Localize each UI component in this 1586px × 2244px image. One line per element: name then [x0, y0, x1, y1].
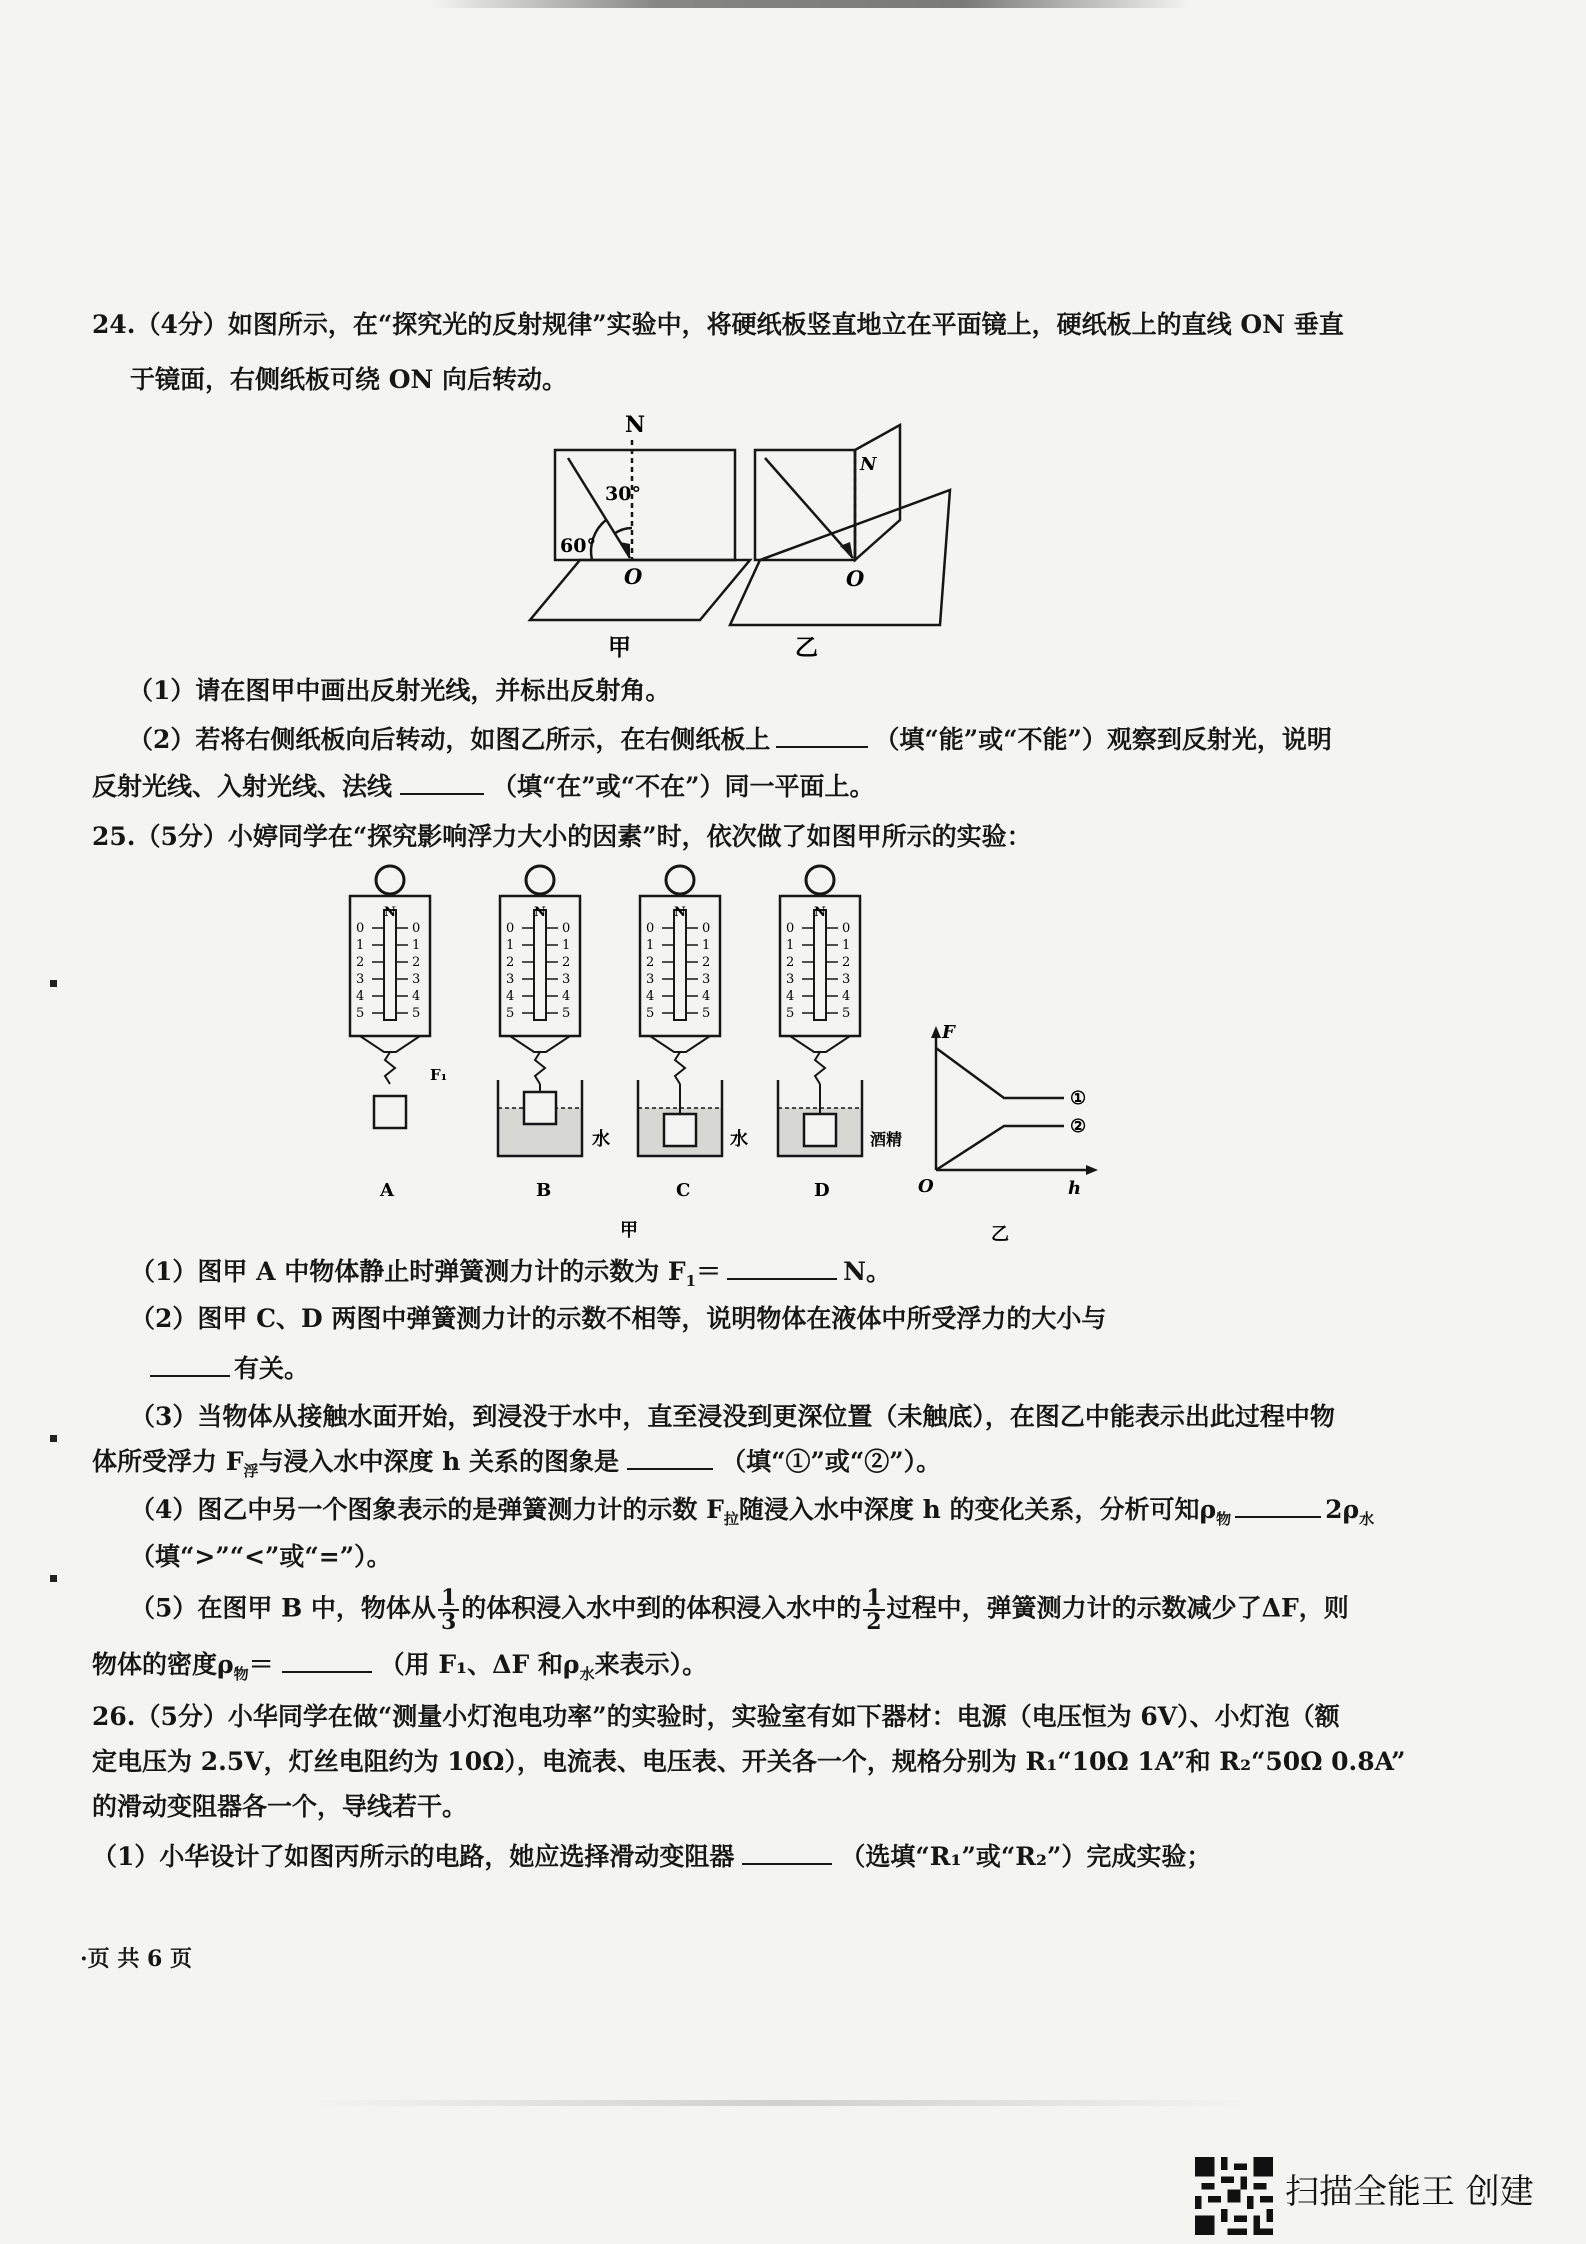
scale-mark-right: 2	[412, 955, 421, 970]
beaker-label-B: B	[536, 1180, 552, 1201]
label-F1: F₁	[430, 1066, 448, 1084]
spring-scale-ring	[806, 866, 834, 894]
fraction-one-third: $\frac{1}{3}$	[438, 1587, 459, 1633]
scale-mark-left: 0	[786, 921, 795, 936]
scale-mark-right: 1	[562, 938, 571, 953]
board-yi-right	[855, 425, 900, 560]
caption-yi-25: 乙	[991, 1224, 1009, 1245]
scale-mark-right: 2	[562, 955, 571, 970]
qr-code-icon	[1195, 2157, 1273, 2235]
q26-sub1: （1）小华设计了如图丙所示的电路，她应选择滑动变阻器 （选填“R₁”或“R₂”）完成实验；	[92, 1842, 1212, 1871]
q25-sub4-line2: （填“>”“<”或“=”）。	[130, 1542, 392, 1571]
blank-q25-4[interactable]	[1235, 1494, 1321, 1518]
mirror-yi	[730, 490, 950, 625]
q24-line1: 24.（4分）如图所示，在“探究光的反射规律”实验中，将硬纸板竖直地立在平面镜上，硬纸板上的直线 ON 垂直	[92, 310, 1344, 339]
scale-mark-right: 4	[702, 989, 711, 1004]
label-alcohol: 酒精	[870, 1130, 903, 1149]
blank-q25-2[interactable]	[150, 1353, 230, 1377]
q26-line3: 的滑动变阻器各一个，导线若干。	[92, 1792, 468, 1821]
scale-unit-N: N	[814, 905, 826, 920]
scale-mark-right: 3	[702, 972, 711, 987]
graph-label-O: O	[918, 1176, 934, 1197]
graph-label-F: F	[942, 1022, 955, 1043]
q24-sub2-line1: （2）若将右侧纸板向后转动，如图乙所示，在右侧纸板上 （填“能”或“不能”）观察到反射光，说明	[128, 725, 1332, 754]
graph-label-1: ①	[1070, 1088, 1087, 1109]
caption-yi: 乙	[795, 634, 818, 661]
scale-mark-right: 2	[842, 955, 851, 970]
scale-mark-right: 5	[842, 1006, 851, 1021]
blank-q24-2a[interactable]	[776, 724, 868, 748]
beaker-label-A: A	[380, 1180, 394, 1201]
scale-hook	[815, 1052, 825, 1084]
scale-mark-right: 4	[842, 989, 851, 1004]
q25-sub5-line1: （5）在图甲 B 中，物体从 $\frac{1}{3}$ 的体积浸入水中到的体积浸入水中的 $\frac{1}{2}$ 过程中，弹簧测力计的示数减少了ΔF，则	[130, 1585, 1349, 1635]
q24-figure	[520, 410, 960, 670]
scale-mark-right: 0	[842, 921, 851, 936]
graph-label-h: h	[1068, 1178, 1082, 1199]
scale-hook-base	[650, 1036, 710, 1052]
q25-sub3-line2: 体所受浮力 $F_浮$与浸入水中深度 h 关系的图象是 （填“①”或“②”）。	[92, 1447, 942, 1480]
scan-smudge-top	[430, 0, 1190, 8]
q25-sub4-line1: （4）图乙中另一个图象表示的是弹簧测力计的示数 $F_拉$随浸入水中深度 h 的变化关系，分析可知$\rho_物$ $2\rho_水$	[130, 1495, 1375, 1528]
q25-sub1: （1）图甲 A 中物体静止时弹簧测力计的示数为 $F_1= N$。	[130, 1257, 891, 1290]
q26-line1: 26.（5分）小华同学在做“测量小灯泡电功率”的实验时，实验室有如下器材：电源（电压恒为 6V）、小灯泡（额	[92, 1702, 1340, 1731]
scale-mark-left: 3	[646, 972, 655, 987]
scale-mark-right: 4	[562, 989, 571, 1004]
scale-mark-left: 4	[356, 989, 365, 1004]
scale-mark-right: 1	[702, 938, 711, 953]
scale-mark-left: 2	[506, 955, 515, 970]
spring-scale-ring	[376, 866, 404, 894]
page-footer: ·页 共 6 页	[80, 1946, 192, 1972]
label-O-jia: O	[624, 564, 643, 589]
graph-curve-2	[936, 1126, 1064, 1170]
q25-figure	[330, 860, 1110, 1250]
object-block	[524, 1092, 556, 1124]
scale-mark-right: 0	[562, 921, 571, 936]
blank-q24-2b[interactable]	[400, 771, 484, 795]
scale-hook	[535, 1052, 545, 1084]
scale-unit-N: N	[674, 905, 686, 920]
graph-curve-1	[936, 1048, 1064, 1098]
scale-mark-left: 5	[506, 1006, 515, 1021]
scale-mark-right: 5	[412, 1006, 421, 1021]
scale-hook	[675, 1052, 685, 1084]
caption-jia-25: 甲	[620, 1220, 638, 1241]
scale-mark-left: 1	[646, 938, 655, 953]
scale-mark-right: 2	[702, 955, 711, 970]
q24-line2: 于镜面，右侧纸板可绕 ON 向后转动。	[130, 365, 568, 394]
scale-mark-right: 3	[562, 972, 571, 987]
scale-mark-left: 1	[786, 938, 795, 953]
graph-h-arrow	[1086, 1165, 1098, 1175]
scale-hook-base	[360, 1036, 420, 1052]
scale-mark-left: 3	[356, 972, 365, 987]
scan-dot	[50, 980, 57, 987]
scan-dot	[50, 1575, 57, 1582]
scale-mark-left: 1	[506, 938, 515, 953]
scale-unit-N: N	[384, 905, 396, 920]
blank-q26-1[interactable]	[742, 1841, 832, 1865]
label-30deg: 30°	[605, 483, 641, 505]
q25-sub5-line2: 物体的密度$\rho_物=$ （用 F₁、ΔF 和$\rho_水$来表示）。	[92, 1650, 708, 1683]
q26-line2: 定电压为 2.5V，灯丝电阻约为 10Ω），电流表、电压表、开关各一个，规格分别为 R₁“10Ω 1A”和 R₂“50Ω 0.8A”	[92, 1747, 1406, 1776]
label-water-B: 水	[592, 1129, 610, 1150]
caption-jia: 甲	[608, 634, 631, 661]
label-N-yi: N	[860, 454, 877, 475]
scale-hook-base	[510, 1036, 570, 1052]
scale-unit-N: N	[534, 905, 546, 920]
object-block	[804, 1114, 836, 1146]
scan-dot	[50, 1435, 57, 1442]
camscanner-watermark: 扫描全能王 创建	[1285, 2172, 1534, 2212]
q24-sub1: （1）请在图甲中画出反射光线，并标出反射角。	[128, 676, 671, 705]
scale-mark-left: 3	[506, 972, 515, 987]
spring-scale-tube	[384, 910, 396, 1020]
scale-mark-left: 2	[646, 955, 655, 970]
scale-mark-left: 3	[786, 972, 795, 987]
graph-F-arrow	[931, 1026, 941, 1038]
q25-line1: 25.（5分）小婷同学在“探究影响浮力大小的因素”时，依次做了如图甲所示的实验：	[92, 822, 1032, 851]
scale-mark-right: 0	[702, 921, 711, 936]
label-60deg: 60°	[560, 535, 596, 557]
beaker-label-D: D	[814, 1180, 830, 1201]
blank-q25-1[interactable]	[727, 1256, 837, 1280]
scale-mark-left: 5	[356, 1006, 365, 1021]
q25-sub3-line1: （3）当物体从接触水面开始，到浸没于水中，直至浸没到更深位置（未触底），在图乙中能表示出此过程中物	[130, 1402, 1335, 1431]
scale-mark-left: 4	[786, 989, 795, 1004]
scale-mark-right: 5	[562, 1006, 571, 1021]
scale-mark-right: 3	[412, 972, 421, 987]
q24-sub2-line2: 反射光线、入射光线、法线 （填“在”或“不在”）同一平面上。	[92, 772, 875, 801]
scale-mark-left: 0	[646, 921, 655, 936]
object-block	[664, 1114, 696, 1146]
scale-hook	[385, 1052, 395, 1084]
spring-scale-ring	[526, 866, 554, 894]
q25-sub2-line1: （2）图甲 C、D 两图中弹簧测力计的示数不相等，说明物体在液体中所受浮力的大小与	[130, 1304, 1107, 1333]
graph-label-2: ②	[1070, 1116, 1087, 1137]
label-N-jia: N	[625, 412, 646, 438]
spring-scale-tube	[534, 910, 546, 1020]
blank-q25-3[interactable]	[627, 1446, 713, 1470]
scale-mark-left: 4	[506, 989, 515, 1004]
scale-mark-left: 2	[786, 955, 795, 970]
scale-mark-left: 1	[356, 938, 365, 953]
scan-smudge-bottom	[300, 2100, 1260, 2106]
scale-mark-left: 0	[506, 921, 515, 936]
scale-mark-right: 1	[842, 938, 851, 953]
spring-scale-ring	[666, 866, 694, 894]
scale-mark-left: 5	[646, 1006, 655, 1021]
fraction-one-half: $\frac{1}{2}$	[863, 1587, 884, 1633]
spring-scale-tube	[814, 910, 826, 1020]
scale-mark-left: 4	[646, 989, 655, 1004]
scale-mark-right: 5	[702, 1006, 711, 1021]
scale-mark-left: 5	[786, 1006, 795, 1021]
spring-scale-tube	[674, 910, 686, 1020]
scale-mark-left: 0	[356, 921, 365, 936]
q25-sub2-line2: 有关。	[150, 1352, 309, 1386]
beaker-label-C: C	[676, 1180, 691, 1201]
scale-mark-right: 0	[412, 921, 421, 936]
scale-mark-right: 1	[412, 938, 421, 953]
label-water-C: 水	[730, 1129, 748, 1150]
label-O-yi: O	[846, 566, 865, 591]
blank-q25-5[interactable]	[282, 1649, 372, 1673]
scale-mark-left: 2	[356, 955, 365, 970]
object-block-A	[374, 1096, 406, 1128]
scale-mark-right: 4	[412, 989, 421, 1004]
scale-hook-base	[790, 1036, 850, 1052]
scale-mark-right: 3	[842, 972, 851, 987]
